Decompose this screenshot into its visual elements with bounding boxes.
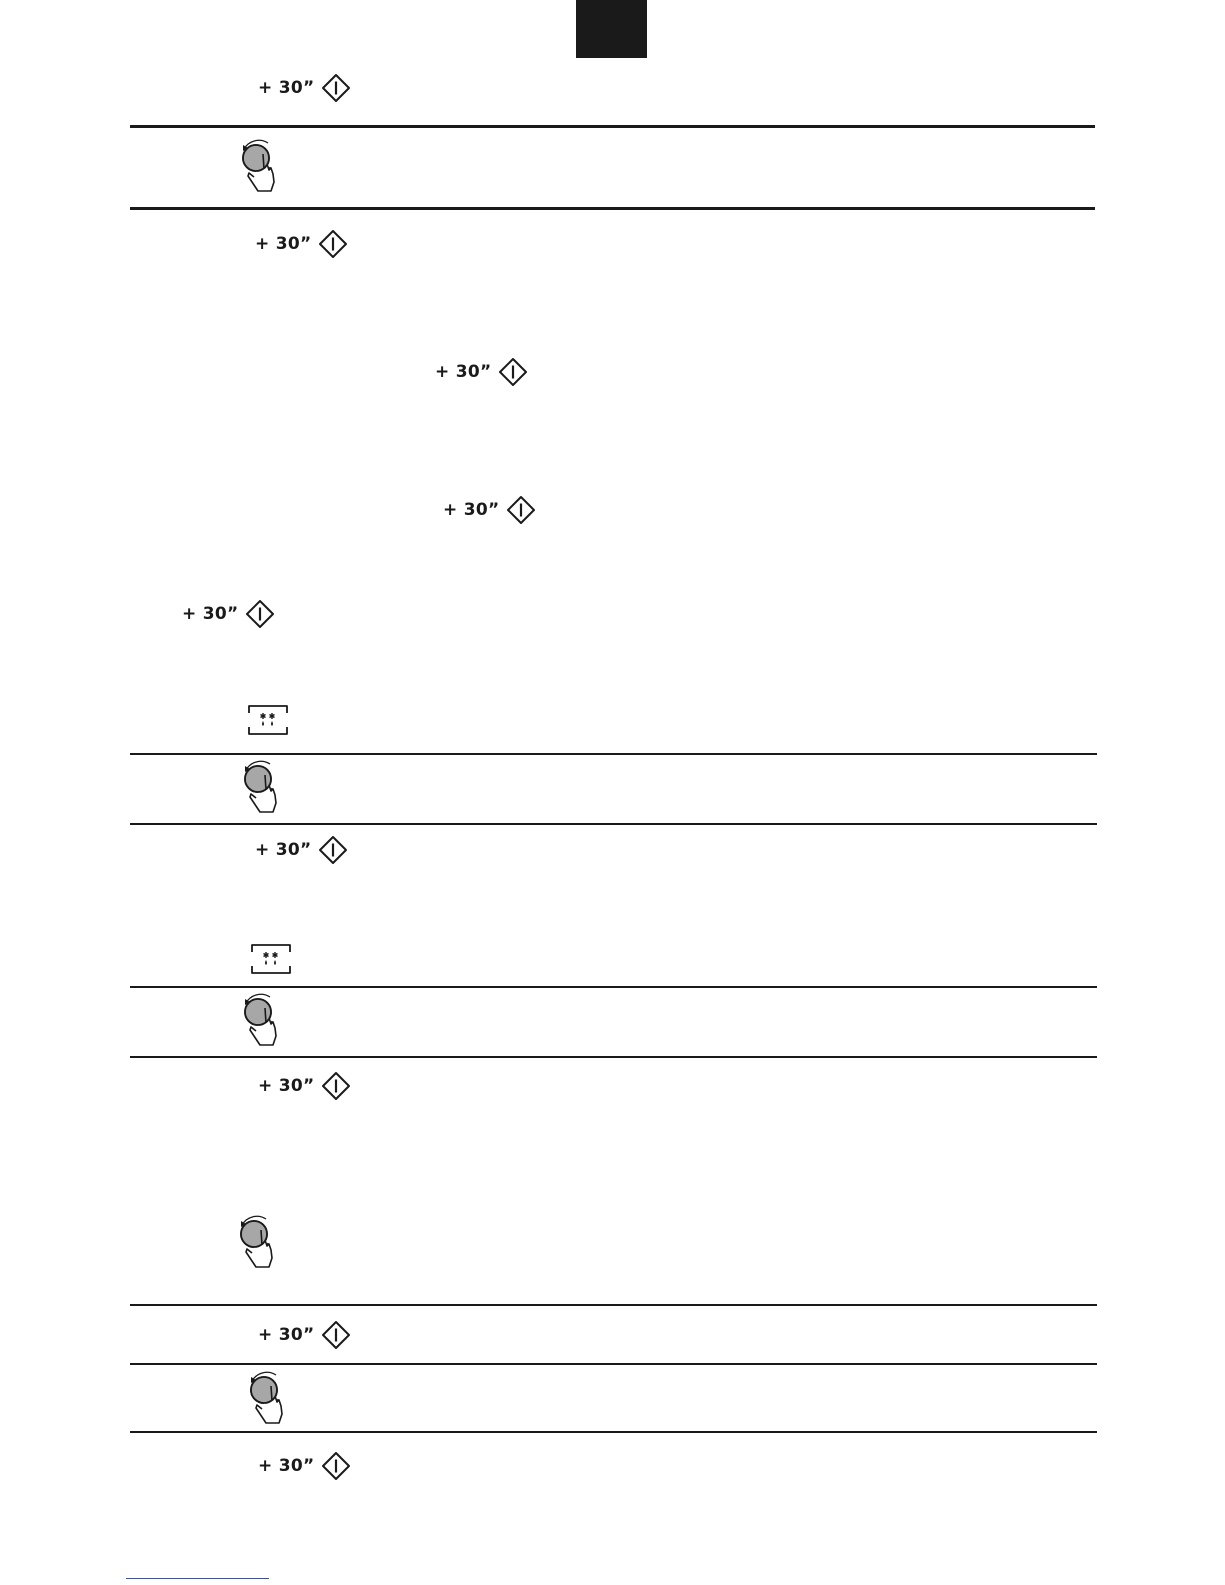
start-plus30-button[interactable] <box>258 1070 351 1102</box>
section-divider <box>130 1304 1097 1306</box>
start-plus30-label: + 30” <box>255 234 312 254</box>
start-diamond-icon <box>321 1451 351 1481</box>
rotary-dial-hand-icon[interactable] <box>244 1368 288 1428</box>
start-diamond-icon <box>318 229 348 259</box>
footer-link-underline <box>126 1578 269 1579</box>
start-plus30-label: + 30” <box>443 500 500 520</box>
start-plus30-button[interactable] <box>258 72 351 104</box>
start-plus30-label: + 30” <box>258 1076 315 1096</box>
start-diamond-icon <box>321 73 351 103</box>
start-diamond-icon <box>498 357 528 387</box>
section-divider <box>130 207 1095 210</box>
rotary-dial-hand-icon[interactable] <box>238 990 282 1050</box>
rotary-dial-hand-icon[interactable] <box>238 757 282 817</box>
start-diamond-icon <box>318 835 348 865</box>
section-divider <box>130 753 1097 755</box>
start-plus30-button[interactable] <box>258 1319 351 1351</box>
defrost-snowflake-drops-icon[interactable] <box>247 704 289 736</box>
start-plus30-button[interactable] <box>258 1450 351 1482</box>
start-plus30-label: + 30” <box>258 1325 315 1345</box>
start-diamond-icon <box>506 495 536 525</box>
start-diamond-icon <box>245 599 275 629</box>
section-divider <box>130 823 1097 825</box>
section-divider <box>130 1431 1097 1433</box>
section-divider <box>130 986 1097 988</box>
start-diamond-icon <box>321 1320 351 1350</box>
start-plus30-label: + 30” <box>258 78 315 98</box>
start-plus30-button[interactable] <box>182 598 275 630</box>
start-plus30-label: + 30” <box>182 604 239 624</box>
start-plus30-button[interactable] <box>435 356 528 388</box>
start-plus30-label: + 30” <box>255 840 312 860</box>
start-plus30-button[interactable] <box>443 494 536 526</box>
section-divider <box>130 125 1095 128</box>
start-plus30-button[interactable] <box>255 228 348 260</box>
start-plus30-button[interactable] <box>255 834 348 866</box>
start-plus30-label: + 30” <box>258 1456 315 1476</box>
section-divider <box>130 1363 1097 1365</box>
start-plus30-label: + 30” <box>435 362 492 382</box>
defrost-snowflake-drops-icon[interactable] <box>250 943 292 975</box>
page-tab-marker <box>576 0 647 58</box>
start-diamond-icon <box>321 1071 351 1101</box>
rotary-dial-hand-icon[interactable] <box>236 136 280 196</box>
section-divider <box>130 1056 1097 1058</box>
rotary-dial-hand-icon[interactable] <box>234 1212 278 1272</box>
